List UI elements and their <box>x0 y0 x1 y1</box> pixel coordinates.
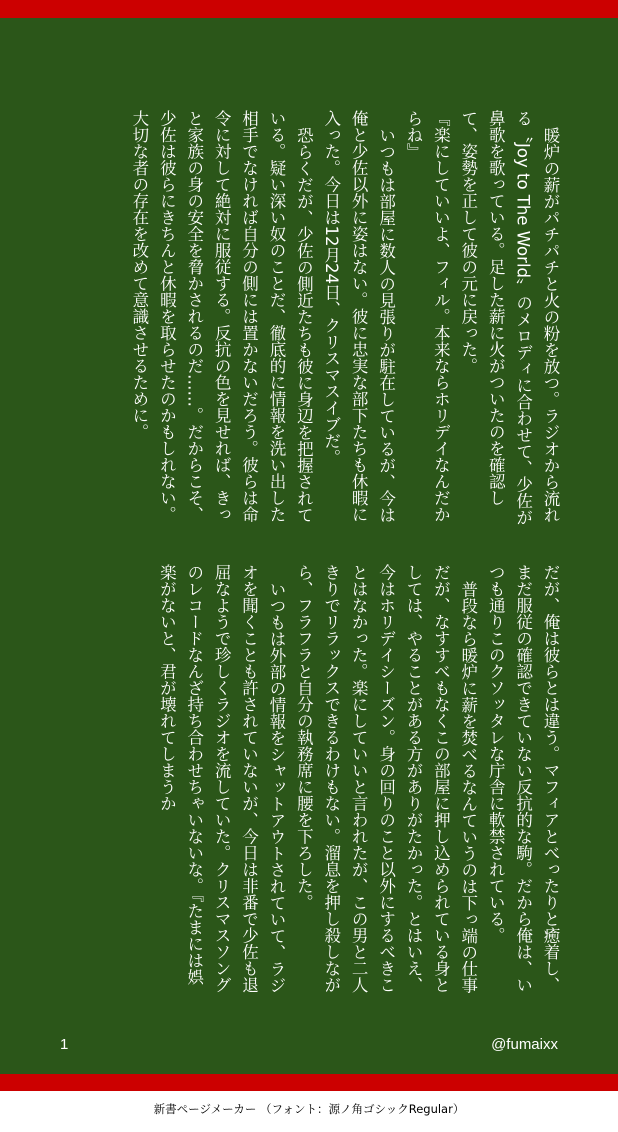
generator-caption: 新書ページメーカー （フォント：源ノ角ゴシックRegular） <box>153 1102 465 1116</box>
bottom-red-band <box>0 1074 618 1091</box>
paragraph: いつもは部屋に数人の見張りが駐在しているが、今は俺と少佐以外に姿はない。彼に忠実な部下たちも休暇に入った。今日は12月24日、クリスマスイブだ。 <box>321 110 396 523</box>
paragraph: いつもは外部の情報をシャットアウトされていて、ラジオを聞くことも許されていないが、今日は非番で少佐も退屈なようで珍しくラジオを流していた。クリスマスソングのレコードなんざ持ち合わせちゃいないな。『たまには娯楽がないと、君が壊れてしまうか <box>157 564 286 993</box>
upper-text-column <box>56 110 564 526</box>
author-handle: @fumaixx <box>491 1036 558 1053</box>
paragraph: だが、俺は彼らとは違う。マフィアとべったりと癒着し、まだ服従の確認できていない反抗的な駒。だから俺は、いつも通りこのクソッタレな庁舎に軟禁されている。 <box>486 564 560 993</box>
paragraph: 暖炉の薪がパチパチと火の粉を放つ。ラジオから流れる〝Joy to The World〟のメロディに合わせて、少佐が鼻歌を歌っている。足した薪に火がついたのを確認して、姿勢を正して彼の元に戻った。 <box>458 110 560 526</box>
top-red-band <box>0 0 618 18</box>
paragraph: 普段なら暖炉に薪を焚べるなんていうのは下っ端の仕事だが、なすすべもなくこの部屋に押し込められている身としては、やることがある方がありがたかった。とはいえ、今はホリデイシーズン。身の回りのこと以外にするべきことはなかった。楽にしていいと言われたが、この男と二人きりでリラックスできるわけもない。溜息を押し殺しながら、フラフラと自分の執務席に腰を下ろした。 <box>294 564 478 993</box>
paragraph: 『楽にしていいよ、フィル。本来ならホリデイなんだからね』 <box>403 110 451 523</box>
paragraph: 恐らくだが、少佐の側近たちも彼に身辺を把握されている。疑い深い奴のことだ、徹底的に情報を洗い出した相手でなければ自分の側には置かないだろう。彼らは命令に対して絶対に服従する。反抗の色を見せれば、きっと家族の身の安全を脅かされるのだ……。だからこそ、少佐は彼らにきちんと休暇を取らせたのかもしれない。大切な者の存在を改めて意識させるために。 <box>129 110 314 523</box>
lower-text-column <box>56 564 564 994</box>
page-number: 1 <box>60 1036 69 1053</box>
